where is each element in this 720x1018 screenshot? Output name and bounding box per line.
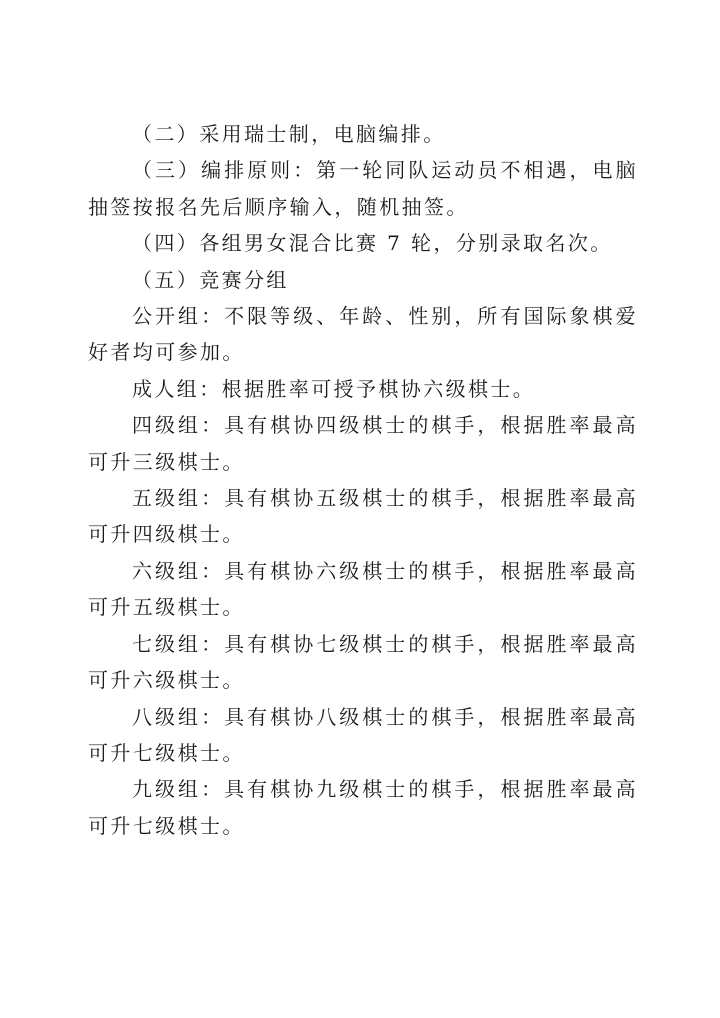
paragraph-section-heading: （五）竞赛分组 (132, 267, 289, 292)
paragraph-level4-group: 四级组：具有棋协四级棋士的棋手，根据胜率最高可升三级棋士。 (88, 413, 638, 474)
paragraph-swiss-system: （二）采用瑞士制，电脑编排。 (132, 122, 446, 146)
paragraph-level5-group: 五级组：具有棋协五级棋士的棋手，根据胜率最高可升四级棋士。 (88, 486, 638, 547)
paragraph-pairing-rules: （三）编排原则：第一轮同队运动员不相遇，电脑抽签按报名先后顺序输入，随机抽签。 (88, 158, 638, 219)
paragraph-open-group: 公开组：不限等级、年龄、性别，所有国际象棋爱好者均可参加。 (88, 304, 638, 365)
paragraph-adult-group: 成人组：根据胜率可授予棋协六级棋士。 (132, 376, 536, 401)
paragraph-level7-group: 七级组：具有棋协七级棋士的棋手，根据胜率最高可升六级棋士。 (88, 631, 638, 693)
paragraph-rounds: （四）各组男女混合比赛 7 轮，分别录取名次。 (132, 231, 613, 256)
paragraph-level6-group: 六级组：具有棋协六级棋士的棋手，根据胜率最高可升五级棋士。 (88, 558, 638, 620)
paragraph-level9-group: 九级组：具有棋协九级棋士的棋手，根据胜率最高可升七级棋士。 (88, 777, 638, 838)
document-body (88, 116, 638, 844)
paragraph-level8-group: 八级组：具有棋协八级棋士的棋手，根据胜率最高可升七级棋士。 (88, 704, 638, 765)
